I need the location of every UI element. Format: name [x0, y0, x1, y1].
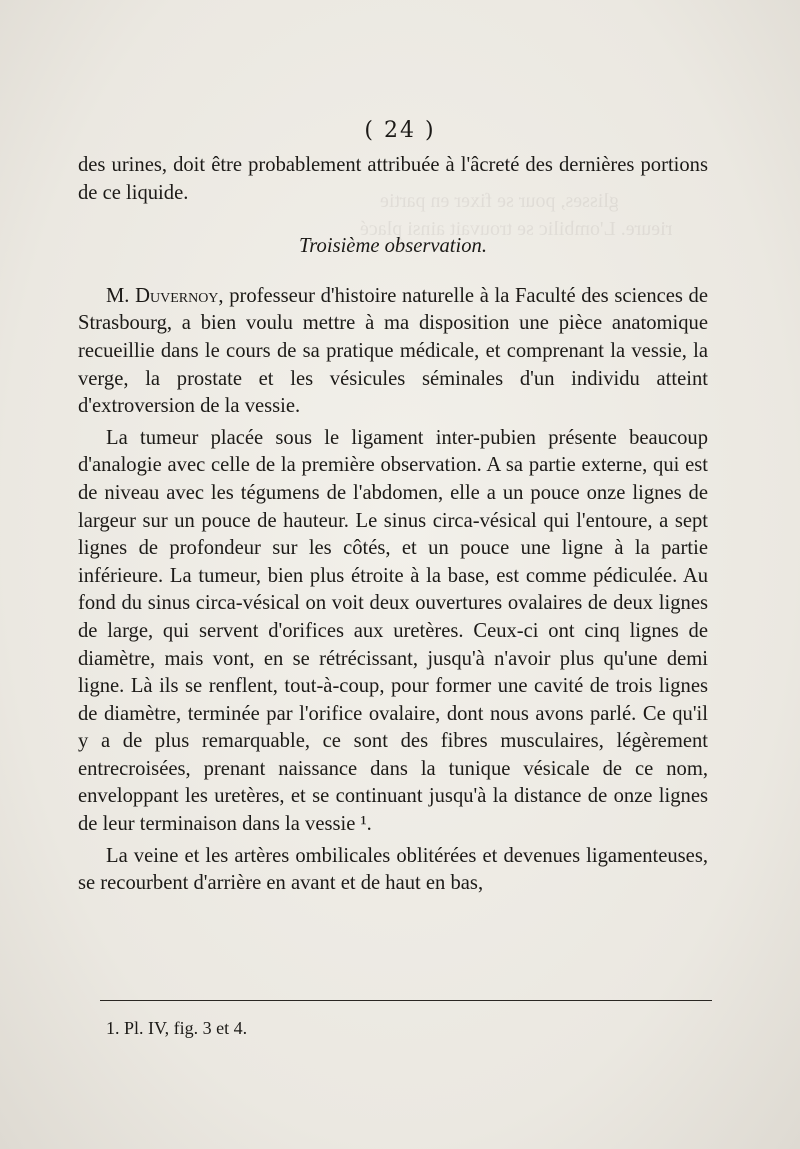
- footnote: 1. Pl. IV, fig. 3 et 4.: [106, 1018, 248, 1038]
- section-heading: Troisième observation.: [298, 235, 487, 258]
- author-name: M. Duvernoy: [106, 284, 219, 307]
- paragraph-3: La veine et les artères ombilicales oblitérées et devenues ligamenteuses, se recourbent d'arrière en avant et de haut en bas,: [78, 844, 708, 895]
- footnote-divider: [100, 1000, 712, 1001]
- paragraph-1-text: , professeur d'histoire naturelle à la Faculté des sciences de Strasbourg, a bien voulu mettre à ma disposition une pièce anatomique recueillie dans le cours de sa pratique médicale, et comprenant la vessie, la verge, la prostate et les vésicules séminales d'un individu atteint d'extroversion de la vessie.: [78, 284, 708, 418]
- paragraph-1: [78, 283, 708, 421]
- page-number: ( 24 ): [364, 118, 436, 143]
- bleed-through-text: glisses, pour se fixer en partie: [380, 190, 619, 212]
- continuation-text: des urines, doit être probablement attribuée à l'âcreté des dernières portions de ce liquide.: [78, 154, 708, 204]
- paragraph-2: La tumeur placée sous le ligament inter-pubien présente beaucoup d'analogie avec celle de la première observation. A sa partie externe, qui est de niveau avec les tégumens de l'abdomen, elle a un pouce onze lignes de largeur sur un pouce de hauteur. Le sinus circa-vésical qui l'entoure, a sept lignes de profondeur sur les côtés, et un pouce une ligne à la partie inférieure. La tumeur, bien plus étroite à la base, est comme pédiculée. Au fond du sinus circa-vésical on voit deux ouvertures ovalaires de deux lignes de large, qui servent d'orifices aux uretères. Ceux-ci ont cinq lignes de diamètre, mais vont, en se rétrécissant, jusqu'à n'avoir plus qu'une demi ligne. Là ils se renflent, tout-à-coup, pour former une cavité de trois lignes de diamètre, terminée par l'orifice ovalaire, dont nous avons parlé. Ce qu'il y a de plus remarquable, ce sont des fibres musculaires, légèrement entrecroisées, prenant naissance dans la tunique vésicale de ce nom, enveloppant les uretères, et se continuant jusqu'à la distance de onze lignes de leur terminaison dans la vessie ¹.: [78, 426, 708, 836]
- bleed-through-text: rieure. L'ombilic se trouvait ainsi placé: [360, 218, 673, 240]
- body-text: [78, 152, 708, 898]
